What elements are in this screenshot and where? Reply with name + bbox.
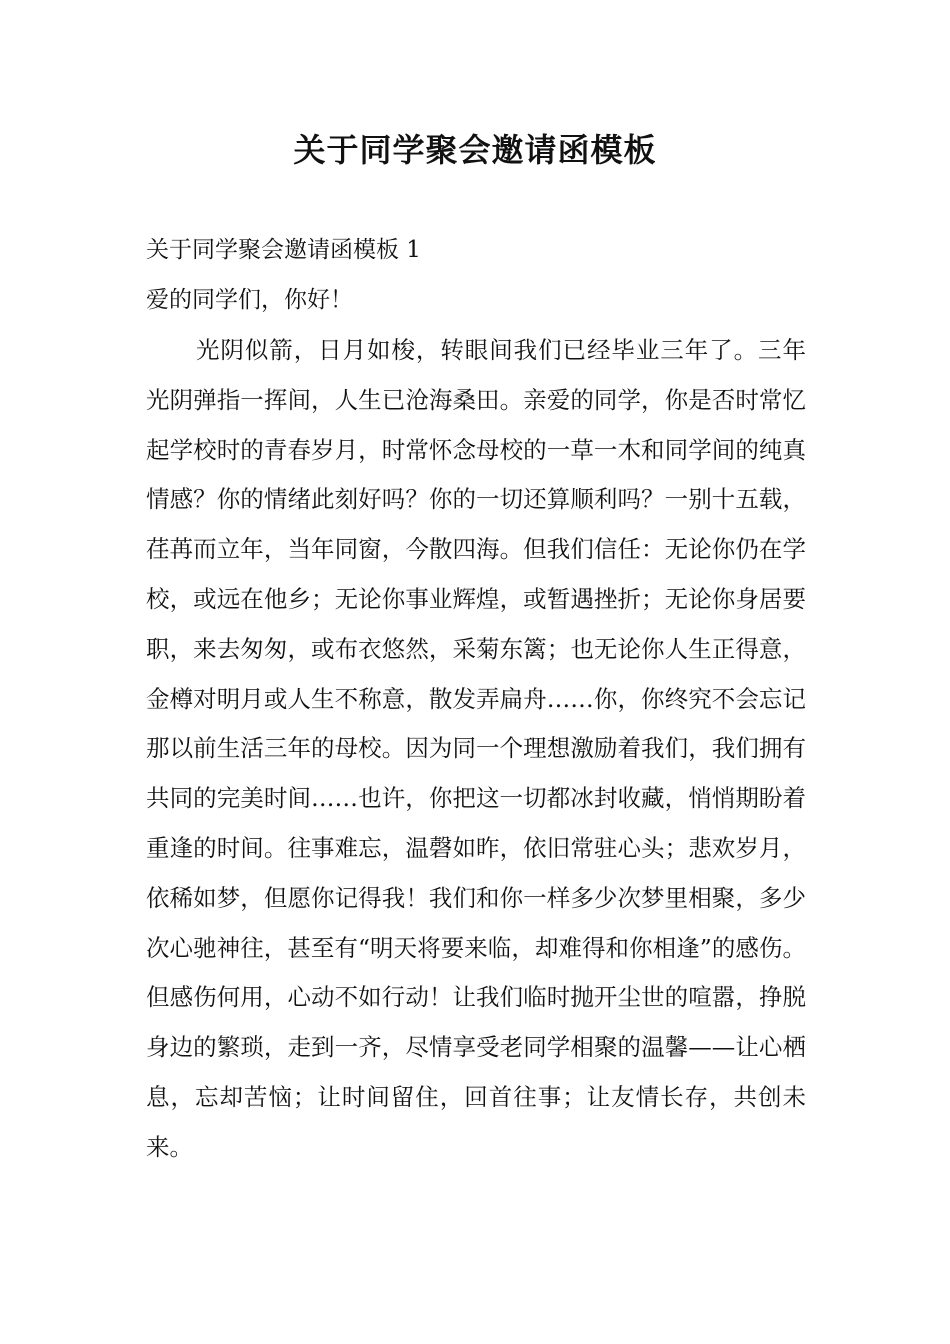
section-heading: 关于同学聚会邀请函模板 1 <box>146 237 421 263</box>
greeting-line: 爱的同学们，你好！ <box>146 287 353 313</box>
body-paragraph: 光阴似箭，日月如梭，转眼间我们已经毕业三年了。三年光阴弹指一挥间，人生已沧海桑田。亲爱的同学，你是否时常忆起学校时的青春岁月，时常怀念母校的一草一木和同学间的纯真情感？你的情绪此刻好吗？你的一切还算顺利吗？一别十五载，荏苒而立年，当年同窗，今散四海。但我们信任：无论你仍在学校，或远在他乡；无论你事业辉煌，或暂遇挫折；无论你身居要职，来去匆匆，或布衣悠然，采菊东篱；也无论你人生正得意，金樽对明月或人生不称意，散发弄扁舟……你，你终究不会忘记那以前生活三年的母校。因为同一个理想激励着我们，我们拥有共同的完美时间……也许，你把这一切都冰封收藏，悄悄期盼着重逢的时间。往事难忘，温磬如昨，依旧常驻心头；悲欢岁月，依稀如梦，但愿你记得我！我们和你一样多少次梦里相聚，多少次心驰神往，甚至有“明天将要来临，却难得和你相逢”的感伤。但感伤何用，心动不如行动！让我们临时抛开尘世的喧嚣，挣脱身边的繁琐，走到一齐，尽情享受老同学相聚的温馨——让心栖息，忘却苦恼；让时间留住，回首往事；让友情长存，共创未来。 <box>146 336 806 1161</box>
document-title: 关于同学聚会邀请函模板 <box>293 131 657 169</box>
